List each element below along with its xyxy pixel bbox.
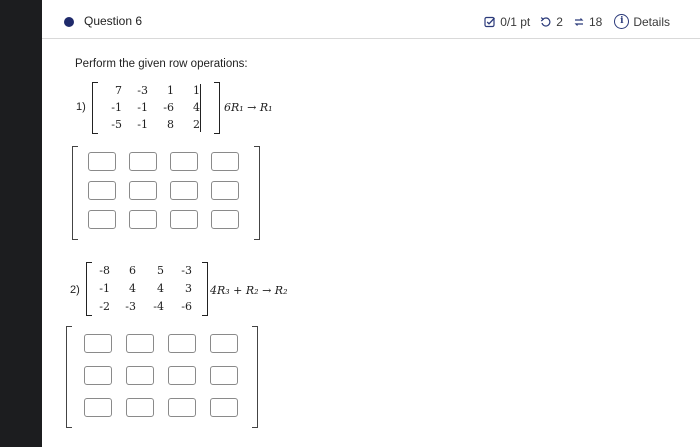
- matrix-1-cell: -3: [137, 84, 148, 97]
- answer-2-input-r2c2[interactable]: [126, 366, 154, 385]
- retry-icon: [540, 16, 552, 28]
- answer-2-input-r3c2[interactable]: [126, 398, 154, 417]
- matrix-2-cell: 4: [157, 282, 164, 295]
- matrix-1-cell: 4: [193, 101, 200, 114]
- problem-1-label: 1): [76, 101, 86, 113]
- matrix-1-cell: 8: [167, 118, 174, 131]
- answer-2-input-r1c1[interactable]: [84, 334, 112, 353]
- answer-2-input-r1c3[interactable]: [168, 334, 196, 353]
- matrix-1-cell: -6: [163, 101, 174, 114]
- matrix-2-cell: -3: [181, 264, 192, 277]
- matrix-2-cell: -3: [125, 300, 136, 313]
- details-link[interactable]: Details: [633, 14, 670, 29]
- question-title: Question 6: [84, 14, 143, 28]
- matrix-2-cell: -2: [99, 300, 110, 313]
- retries-count: 2: [556, 14, 563, 29]
- answer-2-input-r2c3[interactable]: [168, 366, 196, 385]
- answer-2-input-r3c3[interactable]: [168, 398, 196, 417]
- answer-1-input-r3c2[interactable]: [129, 210, 157, 229]
- problem-2-operation: 4R₃ + R₂ → R₂: [210, 284, 288, 297]
- answer-1-input-r1c2[interactable]: [129, 152, 157, 171]
- answer-2-input-r1c4[interactable]: [210, 334, 238, 353]
- matrix-1-cell: 1: [193, 84, 200, 97]
- answer-1-input-r1c3[interactable]: [170, 152, 198, 171]
- question-meta: [484, 14, 670, 29]
- problem-2-matrix: [86, 262, 208, 316]
- problem-1-operation: 6R₁ → R₁: [224, 101, 273, 114]
- matrix-2-cell: -8: [99, 264, 110, 277]
- matrix-2-cell: -6: [181, 300, 192, 313]
- answer-2-input-r2c4[interactable]: [210, 366, 238, 385]
- answer-matrix-1: [72, 146, 260, 240]
- answer-2-input-r1c2[interactable]: [126, 334, 154, 353]
- answer-1-input-r3c3[interactable]: [170, 210, 198, 229]
- answer-1-input-r3c1[interactable]: [88, 210, 116, 229]
- answer-1-input-r1c1[interactable]: [88, 152, 116, 171]
- matrix-1-cell: 2: [193, 118, 200, 131]
- question-status-dot: [64, 17, 74, 27]
- sync-icon: [573, 16, 585, 28]
- question-prompt: Perform the given row operations:: [75, 58, 248, 70]
- matrix-2-cell: 5: [157, 264, 164, 277]
- answer-1-input-r2c1[interactable]: [88, 181, 116, 200]
- matrix-2-cell: 4: [129, 282, 136, 295]
- matrix-2-cell: -4: [153, 300, 164, 313]
- question-page: [42, 0, 700, 447]
- matrix-1-cell: 7: [115, 84, 122, 97]
- answer-1-input-r3c4[interactable]: [211, 210, 239, 229]
- answer-1-input-r2c4[interactable]: [211, 181, 239, 200]
- matrix-1-cell: 1: [167, 84, 174, 97]
- score-text: 0/1 pt: [500, 14, 531, 29]
- question-header: [42, 8, 700, 39]
- answer-matrix-2: [66, 326, 258, 428]
- problem-2-label: 2): [70, 284, 80, 296]
- matrix-1-cell: -1: [137, 118, 148, 131]
- info-icon[interactable]: i: [614, 14, 629, 29]
- answer-2-input-r2c1[interactable]: [84, 366, 112, 385]
- answer-1-input-r2c3[interactable]: [170, 181, 198, 200]
- matrix-1-cell: -5: [111, 118, 122, 131]
- problem-1-matrix: [92, 82, 220, 134]
- matrix-2-cell: -1: [99, 282, 110, 295]
- matrix-1-cell: -1: [111, 101, 122, 114]
- answer-2-input-r3c4[interactable]: [210, 398, 238, 417]
- attempts-count: 18: [588, 14, 603, 29]
- checkbox-edit-icon: [484, 16, 496, 28]
- answer-2-input-r3c1[interactable]: [84, 398, 112, 417]
- answer-1-input-r1c4[interactable]: [211, 152, 239, 171]
- answer-1-input-r2c2[interactable]: [129, 181, 157, 200]
- matrix-2-cell: 3: [185, 282, 192, 295]
- matrix-2-cell: 6: [129, 264, 136, 277]
- matrix-1-cell: -1: [137, 101, 148, 114]
